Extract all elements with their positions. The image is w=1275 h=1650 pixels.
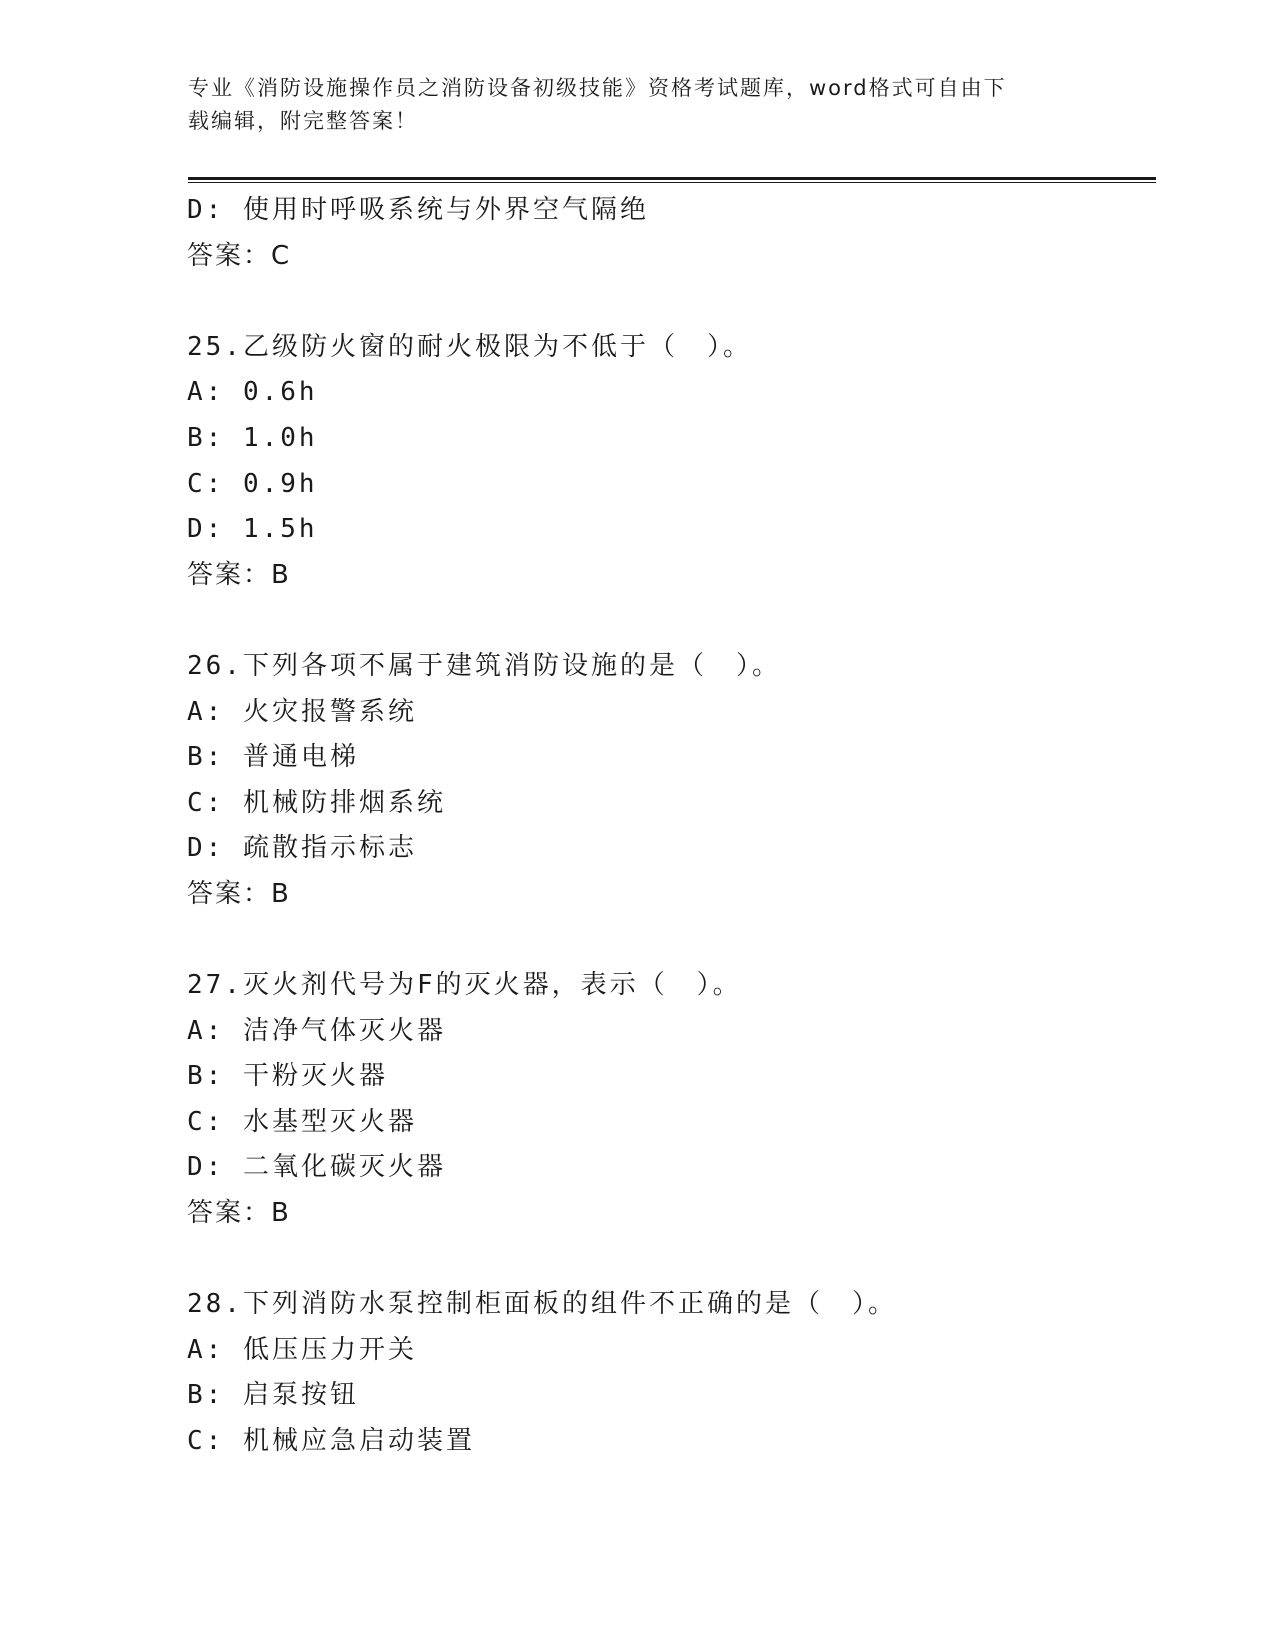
question-stem: 28.下列消防水泵控制柜面板的组件不正确的是（ ）。 [187, 1289, 897, 1320]
header-rule-thin [188, 182, 1156, 183]
option-d: D: 疏散指示标志 [187, 833, 417, 864]
option-b: B: 干粉灭火器 [187, 1061, 388, 1092]
question-list [187, 188, 1147, 1465]
option-d: D: 二氧化碳灭火器 [187, 1152, 446, 1183]
option-b: B: 1.0h [187, 422, 318, 453]
option-d: D: 使用时呼吸系统与外界空气隔绝 [187, 195, 649, 225]
option-c: C: 机械防排烟系统 [187, 787, 446, 818]
option-a: A: 低压压力开关 [187, 1334, 417, 1365]
option-b: B: 普通电梯 [187, 742, 359, 773]
option-c: C: 水基型灭火器 [187, 1106, 417, 1137]
option-a: A: 0.6h [187, 377, 318, 408]
option-b: B: 启泵按钮 [187, 1380, 359, 1411]
question-stem: 26.下列各项不属于建筑消防设施的是（ ）。 [187, 650, 781, 681]
option-c: C: 机械应急启动装置 [187, 1426, 475, 1457]
header-line-1: 专业《消防设施操作员之消防设备初级技能》资格考试题库，word格式可自由下 [188, 76, 1007, 100]
option-a: A: 火灾报警系统 [187, 696, 417, 727]
answer: 答案：B [187, 878, 291, 909]
option-c: C: 0.9h [187, 468, 318, 499]
answer: 答案：B [187, 559, 291, 590]
option-d: D: 1.5h [187, 514, 318, 545]
header-line-2: 载编辑，附完整答案！ [188, 109, 418, 133]
header-rule-thick [188, 177, 1156, 180]
answer: 答案：C [187, 240, 292, 271]
question-stem: 25.乙级防火窗的耐火极限为不低于（ ）。 [187, 331, 752, 362]
question-stem: 27.灭火剂代号为F的灭火器，表示（ ）。 [187, 970, 742, 1001]
document-header [188, 72, 1068, 138]
answer: 答案：B [187, 1198, 291, 1229]
option-a: A: 洁净气体灭火器 [187, 1015, 446, 1046]
